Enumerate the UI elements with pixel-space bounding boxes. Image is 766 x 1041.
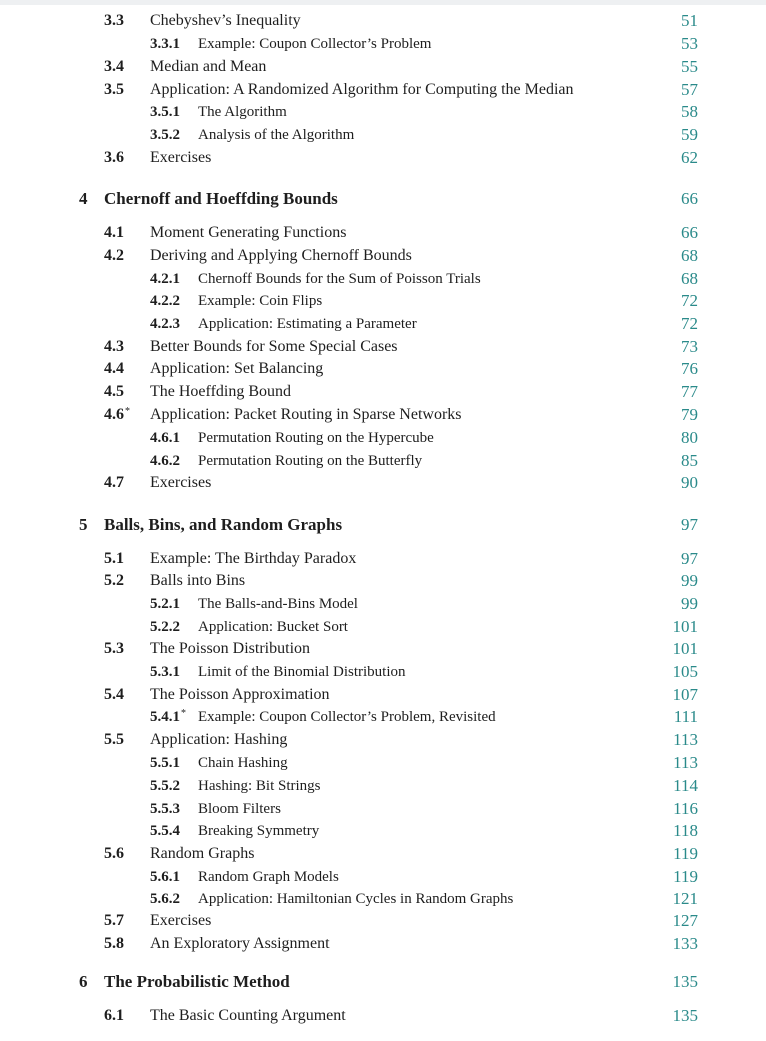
entry-title: Application: Bucket Sort bbox=[198, 619, 348, 635]
page-number-link[interactable]: 72 bbox=[681, 314, 698, 333]
entry-number bbox=[104, 404, 130, 426]
entry-title: The Poisson Distribution bbox=[150, 640, 311, 657]
entry-number bbox=[150, 593, 180, 615]
toc-entry-section[interactable] bbox=[0, 358, 766, 380]
starred-marker: * bbox=[181, 708, 186, 719]
entry-number-text: 5.6.2 bbox=[150, 891, 180, 907]
entry-number bbox=[104, 570, 124, 592]
entry-number bbox=[79, 971, 88, 993]
entry-number-text: 4.1 bbox=[104, 224, 124, 241]
page-number-link[interactable]: 62 bbox=[681, 148, 698, 167]
entry-number bbox=[150, 450, 180, 472]
entry-number-text: 4.5 bbox=[104, 383, 124, 400]
entry-number bbox=[150, 616, 180, 638]
entry-number-text: 4.7 bbox=[104, 474, 124, 491]
entry-title: Moment Generating Functions bbox=[150, 224, 347, 241]
entry-title: Exercises bbox=[150, 474, 212, 491]
page-number-link[interactable]: 73 bbox=[681, 337, 698, 356]
entry-title: Breaking Symmetry bbox=[198, 823, 320, 839]
page-number-link[interactable]: 113 bbox=[673, 730, 698, 749]
entry-number bbox=[150, 798, 180, 820]
page-number-link[interactable]: 79 bbox=[681, 405, 698, 424]
toc-entry-section[interactable] bbox=[0, 336, 766, 358]
entry-title: Limit of the Binomial Distribution bbox=[198, 664, 406, 680]
page-number-link[interactable]: 76 bbox=[681, 359, 698, 378]
entry-title: Application: Hamiltonian Cycles in Random Graphs bbox=[198, 891, 514, 907]
entry-number-text: 5.5.1 bbox=[150, 755, 180, 771]
entry-title: Application: A Randomized Algorithm for Computing the Median bbox=[150, 81, 574, 98]
entry-number-text: 5.2 bbox=[104, 572, 124, 589]
entry-number-text: 5.1 bbox=[104, 550, 124, 567]
entry-number-text: 5.4.1 bbox=[150, 709, 180, 725]
entry-title: Better Bounds for Some Special Cases bbox=[150, 338, 398, 355]
entry-title: Application: Estimating a Parameter bbox=[198, 316, 417, 332]
toc-entry-subsection[interactable] bbox=[0, 124, 766, 146]
entry-number-text: 5.4 bbox=[104, 686, 124, 703]
entry-number-text: 3.5.1 bbox=[150, 104, 180, 120]
page-number-link[interactable]: 80 bbox=[681, 428, 698, 447]
entry-number bbox=[150, 866, 180, 888]
toc-entry-chapter[interactable] bbox=[0, 188, 766, 210]
entry-number bbox=[150, 313, 180, 335]
page-number-link[interactable]: 57 bbox=[681, 80, 698, 99]
toc-entry-section[interactable] bbox=[0, 1005, 766, 1027]
entry-number-text: 5.6.1 bbox=[150, 869, 180, 885]
entry-title: Chernoff and Hoeffding Bounds bbox=[104, 189, 338, 208]
toc-entry-section[interactable] bbox=[0, 729, 766, 751]
page-number-link[interactable]: 99 bbox=[681, 571, 698, 590]
toc-entry-section[interactable] bbox=[0, 245, 766, 267]
page-number-link[interactable]: 72 bbox=[681, 291, 698, 310]
entry-number bbox=[150, 427, 180, 449]
entry-title: Chernoff Bounds for the Sum of Poisson Trials bbox=[198, 271, 481, 287]
toc-entry-subsection[interactable] bbox=[0, 427, 766, 449]
entry-number-text: 4.6 bbox=[104, 406, 124, 423]
toc-entry-subsection[interactable] bbox=[0, 450, 766, 472]
entry-number-text: 4.2.2 bbox=[150, 293, 180, 309]
toc-entry-subsection[interactable] bbox=[0, 775, 766, 797]
entry-title: The Poisson Approximation bbox=[150, 686, 330, 703]
entry-title: Hashing: Bit Strings bbox=[198, 778, 321, 794]
entry-number bbox=[104, 147, 124, 169]
entry-number bbox=[150, 290, 180, 312]
page-number-link[interactable]: 111 bbox=[673, 707, 698, 726]
entry-title: The Basic Counting Argument bbox=[150, 1007, 346, 1024]
entry-number-text: 4.6.1 bbox=[150, 430, 180, 446]
toc-entry-subsection[interactable] bbox=[0, 33, 766, 55]
page-number-link[interactable]: 101 bbox=[672, 639, 698, 658]
page-number-link[interactable]: 113 bbox=[673, 753, 698, 772]
toc-entry-subsection[interactable] bbox=[0, 616, 766, 638]
entry-number-text: 3.4 bbox=[104, 58, 124, 75]
entry-number-text: 3.3 bbox=[104, 12, 124, 29]
page-number-link[interactable]: 59 bbox=[681, 125, 698, 144]
entry-number-text: 4.2 bbox=[104, 247, 124, 264]
entry-number bbox=[104, 222, 124, 244]
toc-entry-section[interactable] bbox=[0, 638, 766, 660]
entry-title: Random Graphs bbox=[150, 845, 255, 862]
entry-number bbox=[104, 79, 124, 101]
entry-title: Balls into Bins bbox=[150, 572, 246, 589]
entry-title: Example: Coupon Collector’s Problem bbox=[198, 36, 432, 52]
toc-entry-section[interactable] bbox=[0, 548, 766, 570]
entry-title: Application: Set Balancing bbox=[150, 360, 324, 377]
toc-entry-subsection[interactable] bbox=[0, 313, 766, 335]
entry-title: Analysis of the Algorithm bbox=[198, 127, 355, 143]
entry-number-text: 3.5.2 bbox=[150, 127, 180, 143]
entry-title: Example: Coin Flips bbox=[198, 293, 323, 309]
toc-entry-section[interactable] bbox=[0, 381, 766, 403]
entry-number-text: 6 bbox=[79, 972, 88, 991]
entry-title: Application: Hashing bbox=[150, 731, 288, 748]
toc-entry-section[interactable] bbox=[0, 147, 766, 169]
toc-entry-section[interactable] bbox=[0, 570, 766, 592]
entry-number bbox=[104, 1005, 124, 1027]
page-number-link[interactable]: 116 bbox=[673, 799, 698, 818]
entry-title: Permutation Routing on the Hypercube bbox=[198, 430, 434, 446]
entry-number bbox=[150, 775, 180, 797]
entry-title: Example: The Birthday Paradox bbox=[150, 550, 357, 567]
entry-number-text: 4.3 bbox=[104, 338, 124, 355]
toc-entry-subsection[interactable] bbox=[0, 101, 766, 123]
entry-number bbox=[104, 910, 124, 932]
toc-entry-subsection[interactable] bbox=[0, 866, 766, 888]
entry-number-text: 5.3 bbox=[104, 640, 124, 657]
page-number-link[interactable]: 121 bbox=[672, 889, 698, 908]
entry-number-text: 3.3.1 bbox=[150, 36, 180, 52]
entry-title: Exercises bbox=[150, 912, 212, 929]
entry-number bbox=[150, 268, 180, 290]
page-number-link[interactable]: 51 bbox=[681, 11, 698, 30]
entry-number bbox=[150, 752, 180, 774]
toc-entry-subsection[interactable] bbox=[0, 593, 766, 615]
entry-number-text: 5.6 bbox=[104, 845, 124, 862]
page-number-link[interactable]: 107 bbox=[672, 685, 698, 704]
entry-title: Chain Hashing bbox=[198, 755, 288, 771]
entry-title: Bloom Filters bbox=[198, 801, 281, 817]
page-number-link[interactable]: 53 bbox=[681, 34, 698, 53]
toc-entry-subsection[interactable] bbox=[0, 706, 766, 728]
toc-entry-section[interactable] bbox=[0, 404, 766, 426]
entry-number bbox=[150, 706, 186, 728]
entry-number bbox=[104, 381, 124, 403]
entry-number bbox=[104, 933, 124, 955]
page-number-link[interactable]: 66 bbox=[681, 223, 698, 242]
entry-number-text: 6.1 bbox=[104, 1007, 124, 1024]
entry-number-text: 5.8 bbox=[104, 935, 124, 952]
entry-title: Random Graph Models bbox=[198, 869, 339, 885]
entry-title: The Balls-and-Bins Model bbox=[198, 596, 358, 612]
entry-title: The Probabilistic Method bbox=[104, 972, 290, 991]
entry-number-text: 4.2.3 bbox=[150, 316, 180, 332]
entry-number bbox=[150, 888, 180, 910]
entry-number-text: 4.2.1 bbox=[150, 271, 180, 287]
entry-title: The Hoeffding Bound bbox=[150, 383, 292, 400]
entry-number-text: 3.5 bbox=[104, 81, 124, 98]
page-number-link[interactable]: 68 bbox=[681, 246, 698, 265]
toc-entry-chapter[interactable] bbox=[0, 971, 766, 993]
entry-title: Chebyshev’s Inequality bbox=[150, 12, 301, 29]
page-number-link[interactable]: 135 bbox=[672, 972, 698, 991]
entry-number-text: 5.5.4 bbox=[150, 823, 180, 839]
toc-entry-subsection[interactable] bbox=[0, 888, 766, 910]
entry-number-text: 5.5.2 bbox=[150, 778, 180, 794]
page-number-link[interactable]: 85 bbox=[681, 451, 698, 470]
entry-title: Exercises bbox=[150, 149, 212, 166]
toc-entry-subsection[interactable] bbox=[0, 661, 766, 683]
entry-number-text: 5.5 bbox=[104, 731, 124, 748]
entry-number bbox=[104, 638, 124, 660]
entry-number-text: 5.7 bbox=[104, 912, 124, 929]
page-number-link[interactable]: 101 bbox=[672, 617, 698, 636]
entry-number bbox=[104, 245, 124, 267]
entry-title: Median and Mean bbox=[150, 58, 267, 75]
entry-number bbox=[150, 820, 180, 842]
entry-number bbox=[104, 358, 124, 380]
entry-title: An Exploratory Assignment bbox=[150, 935, 330, 952]
page-number-link[interactable]: 99 bbox=[681, 594, 698, 613]
page-number-link[interactable]: 135 bbox=[672, 1006, 698, 1025]
page-number-link[interactable]: 119 bbox=[673, 844, 698, 863]
entry-number bbox=[150, 33, 180, 55]
entry-number bbox=[150, 124, 180, 146]
entry-number-text: 3.6 bbox=[104, 149, 124, 166]
entry-number-text: 5 bbox=[79, 515, 88, 534]
starred-marker: * bbox=[125, 406, 130, 417]
entry-title: Permutation Routing on the Butterfly bbox=[198, 453, 423, 469]
toc-entry-section[interactable] bbox=[0, 933, 766, 955]
entry-number bbox=[104, 336, 124, 358]
page-number-link[interactable]: 66 bbox=[681, 189, 698, 208]
page-number-link[interactable]: 58 bbox=[681, 102, 698, 121]
toc-entry-subsection[interactable] bbox=[0, 268, 766, 290]
entry-number bbox=[150, 661, 180, 683]
toc-entry-subsection[interactable] bbox=[0, 798, 766, 820]
page-number-link[interactable]: 97 bbox=[681, 549, 698, 568]
entry-number-text: 4 bbox=[79, 189, 88, 208]
entry-number bbox=[104, 729, 124, 751]
entry-number bbox=[104, 472, 124, 494]
page-number-link[interactable]: 105 bbox=[672, 662, 698, 681]
entry-title: Example: Coupon Collector’s Problem, Revisited bbox=[198, 709, 496, 725]
entry-number-text: 5.5.3 bbox=[150, 801, 180, 817]
toc-entry-subsection[interactable] bbox=[0, 752, 766, 774]
page-number-link[interactable]: 119 bbox=[673, 867, 698, 886]
toc-entry-section[interactable] bbox=[0, 843, 766, 865]
toc-entry-section[interactable] bbox=[0, 472, 766, 494]
toc-entry-section[interactable] bbox=[0, 10, 766, 32]
toc-entry-subsection[interactable] bbox=[0, 820, 766, 842]
page-number-link[interactable]: 77 bbox=[681, 382, 698, 401]
entry-number-text: 5.3.1 bbox=[150, 664, 180, 680]
entry-title: The Algorithm bbox=[198, 104, 287, 120]
entry-number bbox=[150, 101, 180, 123]
entry-number-text: 5.2.1 bbox=[150, 596, 180, 612]
entry-number-text: 4.6.2 bbox=[150, 453, 180, 469]
entry-number-text: 5.2.2 bbox=[150, 619, 180, 635]
toc-entry-chapter[interactable] bbox=[0, 514, 766, 536]
entry-title: Application: Packet Routing in Sparse Networks bbox=[150, 406, 462, 423]
page-number-link[interactable]: 55 bbox=[681, 57, 698, 76]
toc-entry-section[interactable] bbox=[0, 222, 766, 244]
entry-number bbox=[104, 10, 124, 32]
entry-number bbox=[104, 56, 124, 78]
page-number-link[interactable]: 114 bbox=[673, 776, 698, 795]
page-number-link[interactable]: 90 bbox=[681, 473, 698, 492]
toc-entry-section[interactable] bbox=[0, 79, 766, 101]
entry-number bbox=[104, 684, 124, 706]
entry-title: Balls, Bins, and Random Graphs bbox=[104, 515, 343, 534]
toc-entry-section[interactable] bbox=[0, 684, 766, 706]
entry-number-text: 4.4 bbox=[104, 360, 124, 377]
page-number-link[interactable]: 97 bbox=[681, 515, 698, 534]
page-number-link[interactable]: 68 bbox=[681, 269, 698, 288]
entry-number bbox=[79, 514, 88, 536]
entry-number bbox=[104, 548, 124, 570]
toc-entry-section[interactable] bbox=[0, 910, 766, 932]
page-number-link[interactable]: 133 bbox=[672, 934, 698, 953]
entry-number bbox=[79, 188, 88, 210]
entry-title: Deriving and Applying Chernoff Bounds bbox=[150, 247, 412, 264]
page-number-link[interactable]: 118 bbox=[673, 821, 698, 840]
toc-entry-section[interactable] bbox=[0, 56, 766, 78]
entry-number bbox=[104, 843, 124, 865]
toc-entry-subsection[interactable] bbox=[0, 290, 766, 312]
page-number-link[interactable]: 127 bbox=[672, 911, 698, 930]
